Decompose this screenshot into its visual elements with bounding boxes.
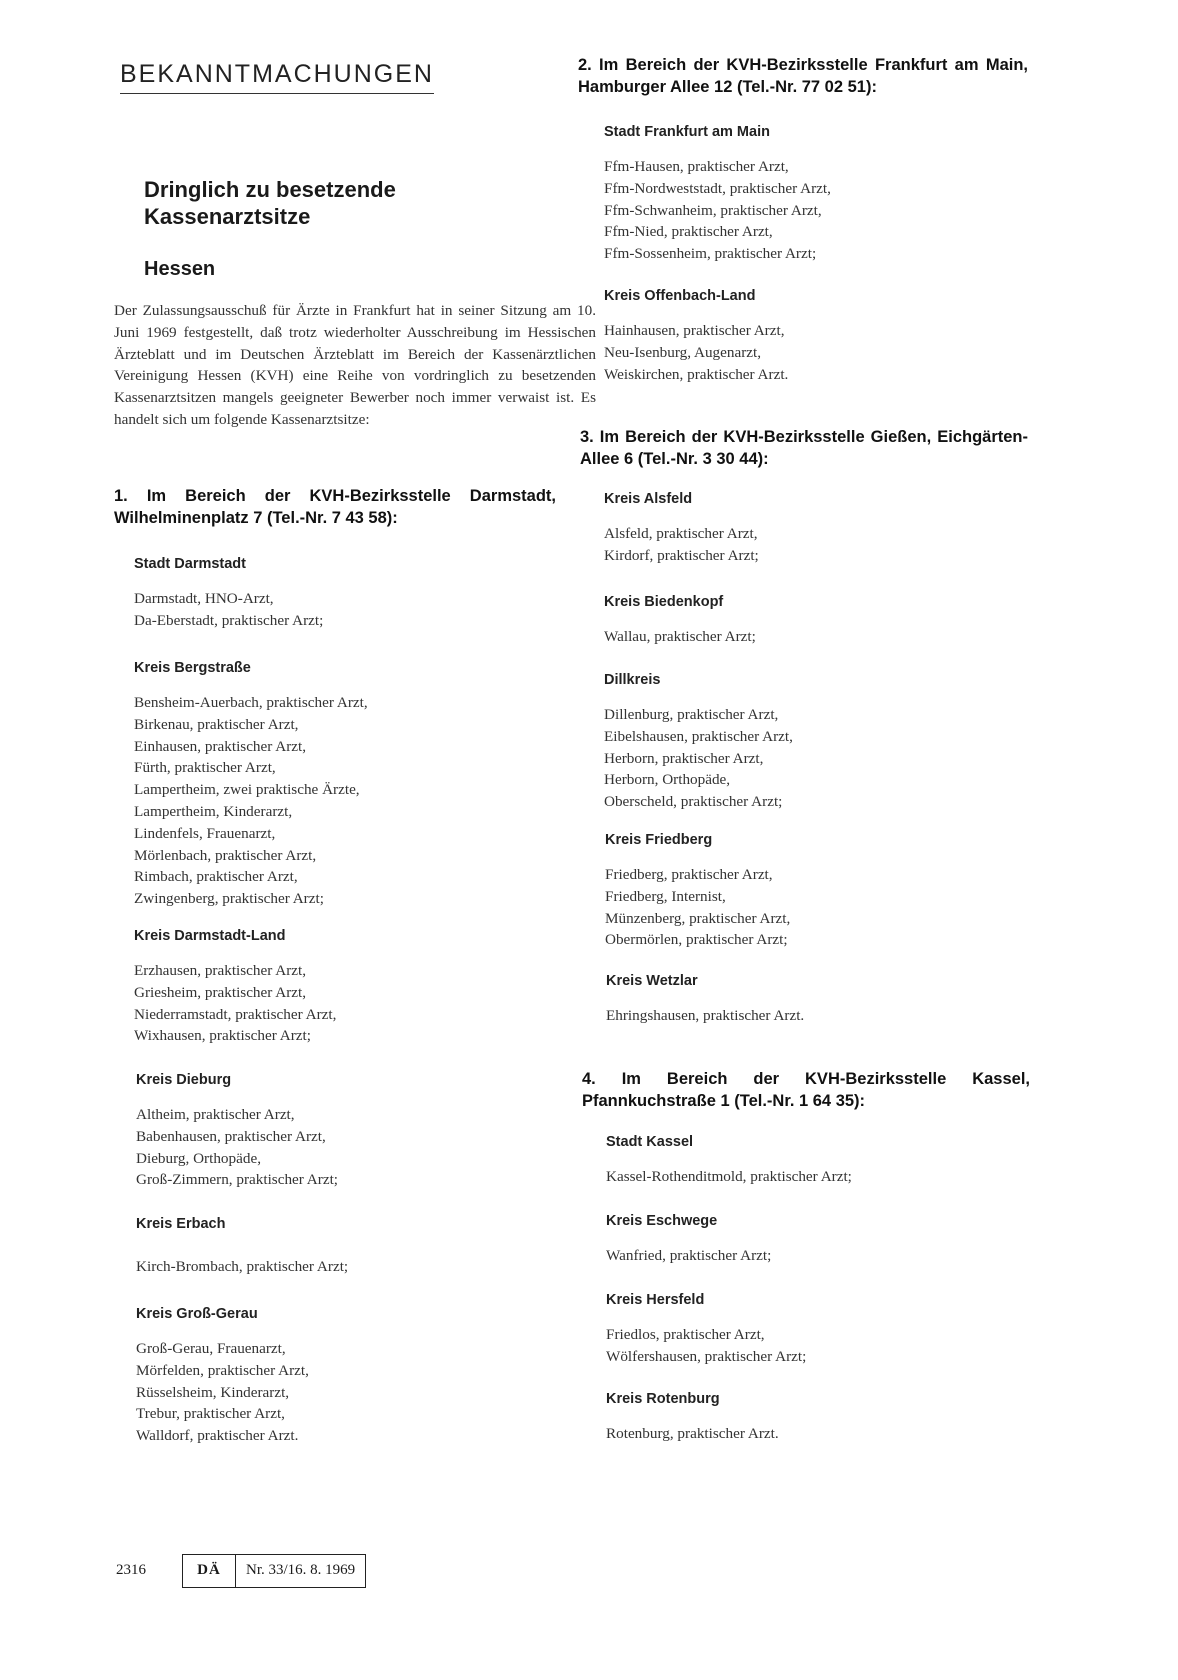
entry: Friedberg, Internist,: [605, 887, 726, 905]
entry: Da-Eberstadt, praktischer Arzt;: [134, 611, 324, 629]
district-entries: [606, 1005, 804, 1027]
entry: Ffm-Sossenheim, praktischer Arzt;: [604, 245, 817, 263]
entry: Eibelshausen, praktischer Arzt,: [604, 727, 793, 745]
entry: Rüsselsheim, Kinderarzt,: [136, 1383, 290, 1401]
entry: Lindenfels, Frauenarzt,: [134, 824, 276, 842]
district-entries: [134, 588, 323, 632]
district-heading: Kreis Biedenkopf: [604, 594, 724, 610]
district-heading: Kreis Rotenburg: [606, 1391, 720, 1407]
district-heading: Kreis Groß-Gerau: [136, 1306, 258, 1322]
entry: Hainhausen, praktischer Arzt,: [604, 322, 785, 339]
region-heading: Hessen: [144, 258, 216, 280]
page-number: 2316: [116, 1562, 146, 1578]
intro-paragraph: Der Zulassungsausschuß für Ärzte in Frankfurt hat in seiner Sitzung am 10. Juni 1969 festgestellt, daß trotz wiederholter Ausschreibung im Hessischen Ärzteblatt und im Deutschen Ärzteblatt im Bereich der Kassenärztlichen Vereinigung Hessen (KVH) eine Reihe von vordringlich zu besetzenden Kassenarztsitzen mangels geeigneter Bewerber noch immer verwaist ist. Es handelt sich um folgende Kassenarztsitze:: [114, 302, 596, 428]
section-heading: 3. Im Bereich der KVH-Bezirksstelle Gießen, Eichgärten-Allee 6 (Tel.-Nr. 3 30 44):: [580, 428, 1028, 468]
entry: Ffm-Nied, praktischer Arzt,: [604, 223, 773, 241]
district-heading: Kreis Offenbach-Land: [604, 288, 756, 304]
entry: Kirch-Brombach, praktischer Arzt;: [136, 1258, 349, 1275]
entry: Dillenburg, praktischer Arzt,: [604, 706, 779, 723]
entry: Ffm-Schwanheim, praktischer Arzt,: [604, 201, 822, 219]
entry: Erzhausen, praktischer Arzt,: [134, 962, 307, 979]
journal-abbreviation: DÄ: [183, 1555, 236, 1587]
entry: Mörfelden, praktischer Arzt,: [136, 1361, 309, 1379]
district-entries: [136, 1338, 309, 1447]
district-heading: Kreis Wetzlar: [606, 973, 698, 989]
entry: Trebur, praktischer Arzt,: [136, 1405, 285, 1423]
district-entries: [136, 1104, 338, 1191]
district-entries: [605, 864, 790, 951]
district-entries: [604, 704, 793, 813]
district-heading: Kreis Erbach: [136, 1216, 226, 1232]
district-heading: Stadt Kassel: [606, 1134, 694, 1150]
entry: Wanfried, praktischer Arzt;: [606, 1247, 772, 1264]
page-footer: [116, 1554, 366, 1588]
entry: Dieburg, Orthopäde,: [136, 1149, 261, 1167]
journal-box: [182, 1554, 366, 1588]
entry: Fürth, praktischer Arzt,: [134, 759, 276, 777]
entry: Walldorf, praktischer Arzt.: [136, 1427, 299, 1445]
district-heading: Dillkreis: [604, 672, 661, 688]
entry: Ffm-Hausen, praktischer Arzt,: [604, 158, 789, 175]
district-entries: [606, 1324, 806, 1368]
section-heading: 2. Im Bereich der KVH-Bezirksstelle Frankfurt am Main, Hamburger Allee 12 (Tel.-Nr. 77 02 51):: [578, 56, 1028, 96]
entry: Rimbach, praktischer Arzt,: [134, 868, 298, 886]
entry: Friedlos, praktischer Arzt,: [606, 1326, 765, 1343]
district-entries: [606, 1166, 852, 1188]
entry: Altheim, praktischer Arzt,: [136, 1106, 295, 1123]
section-heading: 1. Im Bereich der KVH-Bezirksstelle Darmstadt, Wilhelminenplatz 7 (Tel.-Nr. 7 43 58):: [114, 487, 556, 527]
entry: Wölfershausen, praktischer Arzt;: [606, 1347, 807, 1365]
entry: Bensheim-Auerbach, praktischer Arzt,: [134, 694, 368, 711]
section-heading: 4. Im Bereich der KVH-Bezirksstelle Kassel, Pfannkuchstraße 1 (Tel.-Nr. 1 64 35):: [582, 1070, 1030, 1110]
district-heading: Kreis Friedberg: [605, 832, 713, 848]
district-entries: [604, 320, 788, 385]
entry: Groß-Zimmern, praktischer Arzt;: [136, 1171, 339, 1189]
entry: Herborn, praktischer Arzt,: [604, 749, 764, 767]
entry: Herborn, Orthopäde,: [604, 771, 731, 789]
entry: Obermörlen, praktischer Arzt;: [605, 931, 788, 949]
district-heading: Kreis Alsfeld: [604, 491, 693, 507]
entry: Kassel-Rothenditmold, praktischer Arzt;: [606, 1168, 852, 1185]
entry: Darmstadt, HNO-Arzt,: [134, 590, 274, 607]
district-heading: Kreis Hersfeld: [606, 1292, 705, 1308]
issue-info: Nr. 33/16. 8. 1969: [246, 1562, 356, 1578]
district-heading: Kreis Darmstadt-Land: [134, 928, 286, 944]
district-entries: [604, 156, 831, 265]
entry: Oberscheld, praktischer Arzt;: [604, 793, 783, 811]
entry: Babenhausen, praktischer Arzt,: [136, 1127, 326, 1145]
article-title-line: Dringlich zu besetzende: [144, 177, 396, 202]
district-heading: Kreis Dieburg: [136, 1072, 232, 1088]
section-label: BEKANNTMACHUNGEN: [120, 60, 434, 94]
entry: Wixhausen, praktischer Arzt;: [134, 1027, 311, 1045]
district-heading: Stadt Frankfurt am Main: [604, 124, 770, 140]
entry: Ffm-Nordweststadt, praktischer Arzt,: [604, 179, 831, 197]
district-entries: [136, 1256, 348, 1278]
district-entries: [606, 1245, 771, 1267]
article-title: [144, 176, 584, 230]
entry: Lampertheim, Kinderarzt,: [134, 802, 293, 820]
district-entries: [606, 1423, 779, 1445]
entry: Niederramstadt, praktischer Arzt,: [134, 1005, 337, 1023]
entry: Münzenberg, praktischer Arzt,: [605, 909, 791, 927]
entry: Birkenau, praktischer Arzt,: [134, 715, 299, 733]
district-entries: [604, 626, 756, 648]
article-title-line: Kassenarztsitze: [144, 204, 311, 229]
district-entries: [134, 692, 368, 910]
entry: Neu-Isenburg, Augenarzt,: [604, 343, 762, 361]
entry: Wallau, praktischer Arzt;: [604, 628, 756, 645]
entry: Griesheim, praktischer Arzt,: [134, 983, 307, 1001]
district-entries: [134, 960, 336, 1047]
entry: Alsfeld, praktischer Arzt,: [604, 525, 758, 542]
entry: Einhausen, praktischer Arzt,: [134, 737, 307, 755]
entry: Groß-Gerau, Frauenarzt,: [136, 1340, 286, 1357]
entry: Rotenburg, praktischer Arzt.: [606, 1425, 779, 1442]
entry: Ehringshausen, praktischer Arzt.: [606, 1007, 805, 1024]
entry: Lampertheim, zwei praktische Ärzte,: [134, 781, 360, 799]
district-heading: Stadt Darmstadt: [134, 556, 246, 572]
entry: Kirdorf, praktischer Arzt;: [604, 546, 759, 564]
entry: Zwingenberg, praktischer Arzt;: [134, 890, 324, 908]
entry: Weiskirchen, praktischer Arzt.: [604, 365, 789, 383]
entry: Friedberg, praktischer Arzt,: [605, 866, 773, 883]
district-heading: Kreis Bergstraße: [134, 660, 251, 676]
district-heading: Kreis Eschwege: [606, 1213, 718, 1229]
district-entries: [604, 523, 759, 567]
entry: Mörlenbach, praktischer Arzt,: [134, 846, 317, 864]
